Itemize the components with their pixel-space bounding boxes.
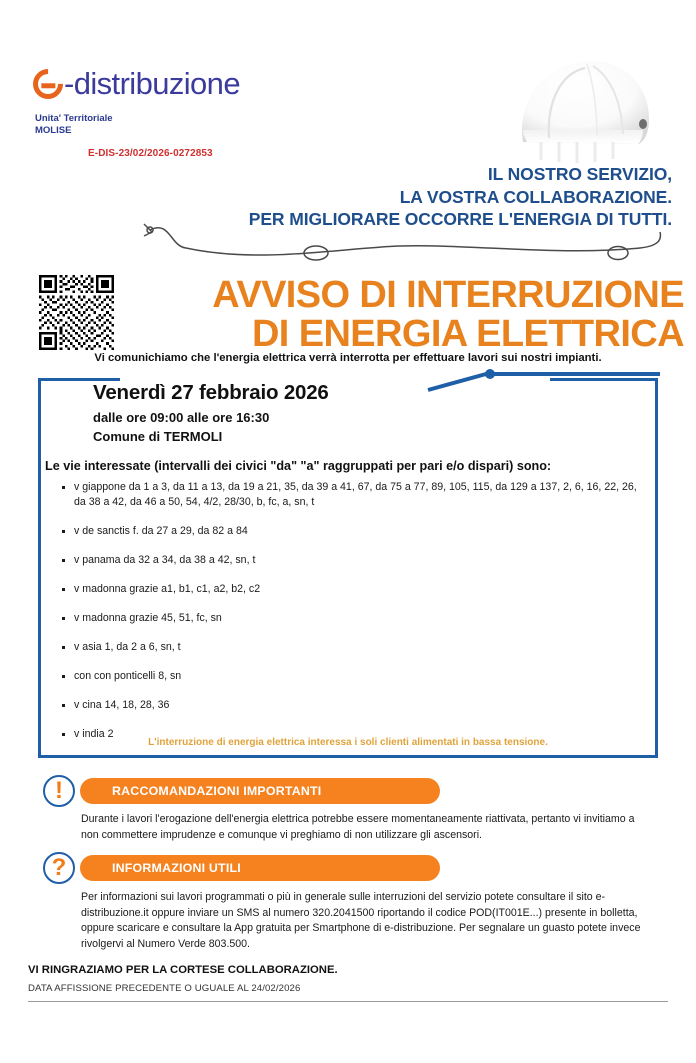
territorial-unit [35,113,113,137]
affected-streets-list [60,480,640,756]
recommendations-title: RACCOMANDAZIONI IMPORTANTI [112,784,322,798]
recommendations-header [80,778,440,804]
box-pointer-line [420,368,670,392]
exclamation-icon [43,775,75,807]
list-item: v madonna grazie 45, 51, fc, sn [60,611,640,626]
exclamation-glyph: ! [55,777,63,804]
slogan-line-2: LA VOSTRA COLLABORAZIONE. [399,186,672,207]
list-item: v madonna grazie a1, b1, c1, a2, b2, c2 [60,582,640,597]
list-item: v cina 14, 18, 28, 36 [60,698,640,713]
useful-info-body: Per informazioni sui lavori programmati o più in generale sulle interruzioni del servizio potete consultare il sito e-distribuzione.it oppure inviare un SMS al numero 320.2041500 riportando il codice POD(IT001E...) presente in bolletta, oppure scaricare e consultare la App gratuita per Smartphone di e-distribuzione. Per segnalare un guasto potete invece rivolgervi al Numero Verde 803.500. [81,891,641,950]
streets-heading: Le vie interessate (intervalli dei civici "da" "a" raggruppati per pari e/o dispari) sono: [45,459,552,473]
question-icon [43,852,75,884]
e-mark-icon [27,62,69,104]
brand-logo [33,68,240,99]
footer-divider [28,1001,668,1002]
list-item: v de sanctis f. da 27 a 29, da 82 a 84 [60,524,640,539]
list-item: v asia 1, da 2 a 6, sn, t [60,640,640,655]
list-item: v giappone da 1 a 3, da 11 a 13, da 19 a 21, 35, da 39 a 41, 67, da 75 a 77, 89, 105, 115, da 129 a 137, 2, 6, 16, 22, 26, da 38 a 42, da 46 a 50, 54, 4/2, 28/30, b, fc, a, sn, t [60,480,640,510]
brand-name: -distribuzione [64,66,240,101]
list-item: v india 2 [60,727,640,742]
question-glyph: ? [51,854,67,881]
interruption-date: Venerdì 27 febbraio 2026 [93,381,329,404]
slogan-line-3: PER MIGLIORARE OCCORRE L'ENERGIA DI TUTTI. [248,209,672,230]
list-item: v panama da 32 a 34, da 38 a 42, sn, t [60,553,640,568]
municipality: Comune di TERMOLI [93,429,223,444]
power-cable-decoration [140,212,670,262]
thanks-text: VI RINGRAZIAMO PER LA CORTESE COLLABORAZIONE. [28,964,338,976]
low-voltage-note: L'interruzione di energia elettrica interessa i soli clienti alimentati in bassa tensione. [148,737,548,748]
list-item: con con ponticelli 8, sn [60,669,640,684]
title-line-2: DI ENERGIA ELETTRICA [251,313,684,356]
affixion-date: DATA AFFISSIONE PRECEDENTE O UGUALE AL 24/02/2026 [28,983,301,994]
protocol-number: E-DIS-23/02/2026-0272853 [88,148,213,159]
safety-helmet-image [497,42,667,164]
interruption-hours: dalle ore 09:00 alle ore 16:30 [93,410,270,425]
unit-line-2: MOLISE [35,125,72,137]
useful-info-title: INFORMAZIONI UTILI [112,861,241,875]
slogan-line-1: IL NOSTRO SERVIZIO, [487,164,672,184]
page-title [0,276,684,354]
useful-info-header [80,855,440,881]
title-subtitle: Vi comunichiamo che l'energia elettrica verrà interrotta per effettuare lavori sui nostri impianti. [94,352,602,364]
title-line-1: AVVISO DI INTERRUZIONE [212,274,684,316]
recommendations-body: Durante i lavori l'erogazione dell'energia elettrica potrebbe essere momentaneamente riattivata, pertanto vi invitiamo a non commettere imprudenze e comunque vi preghiamo di non utilizzare gli ascensori. [81,813,635,841]
unit-line-1: Unita' Territoriale [35,113,113,124]
